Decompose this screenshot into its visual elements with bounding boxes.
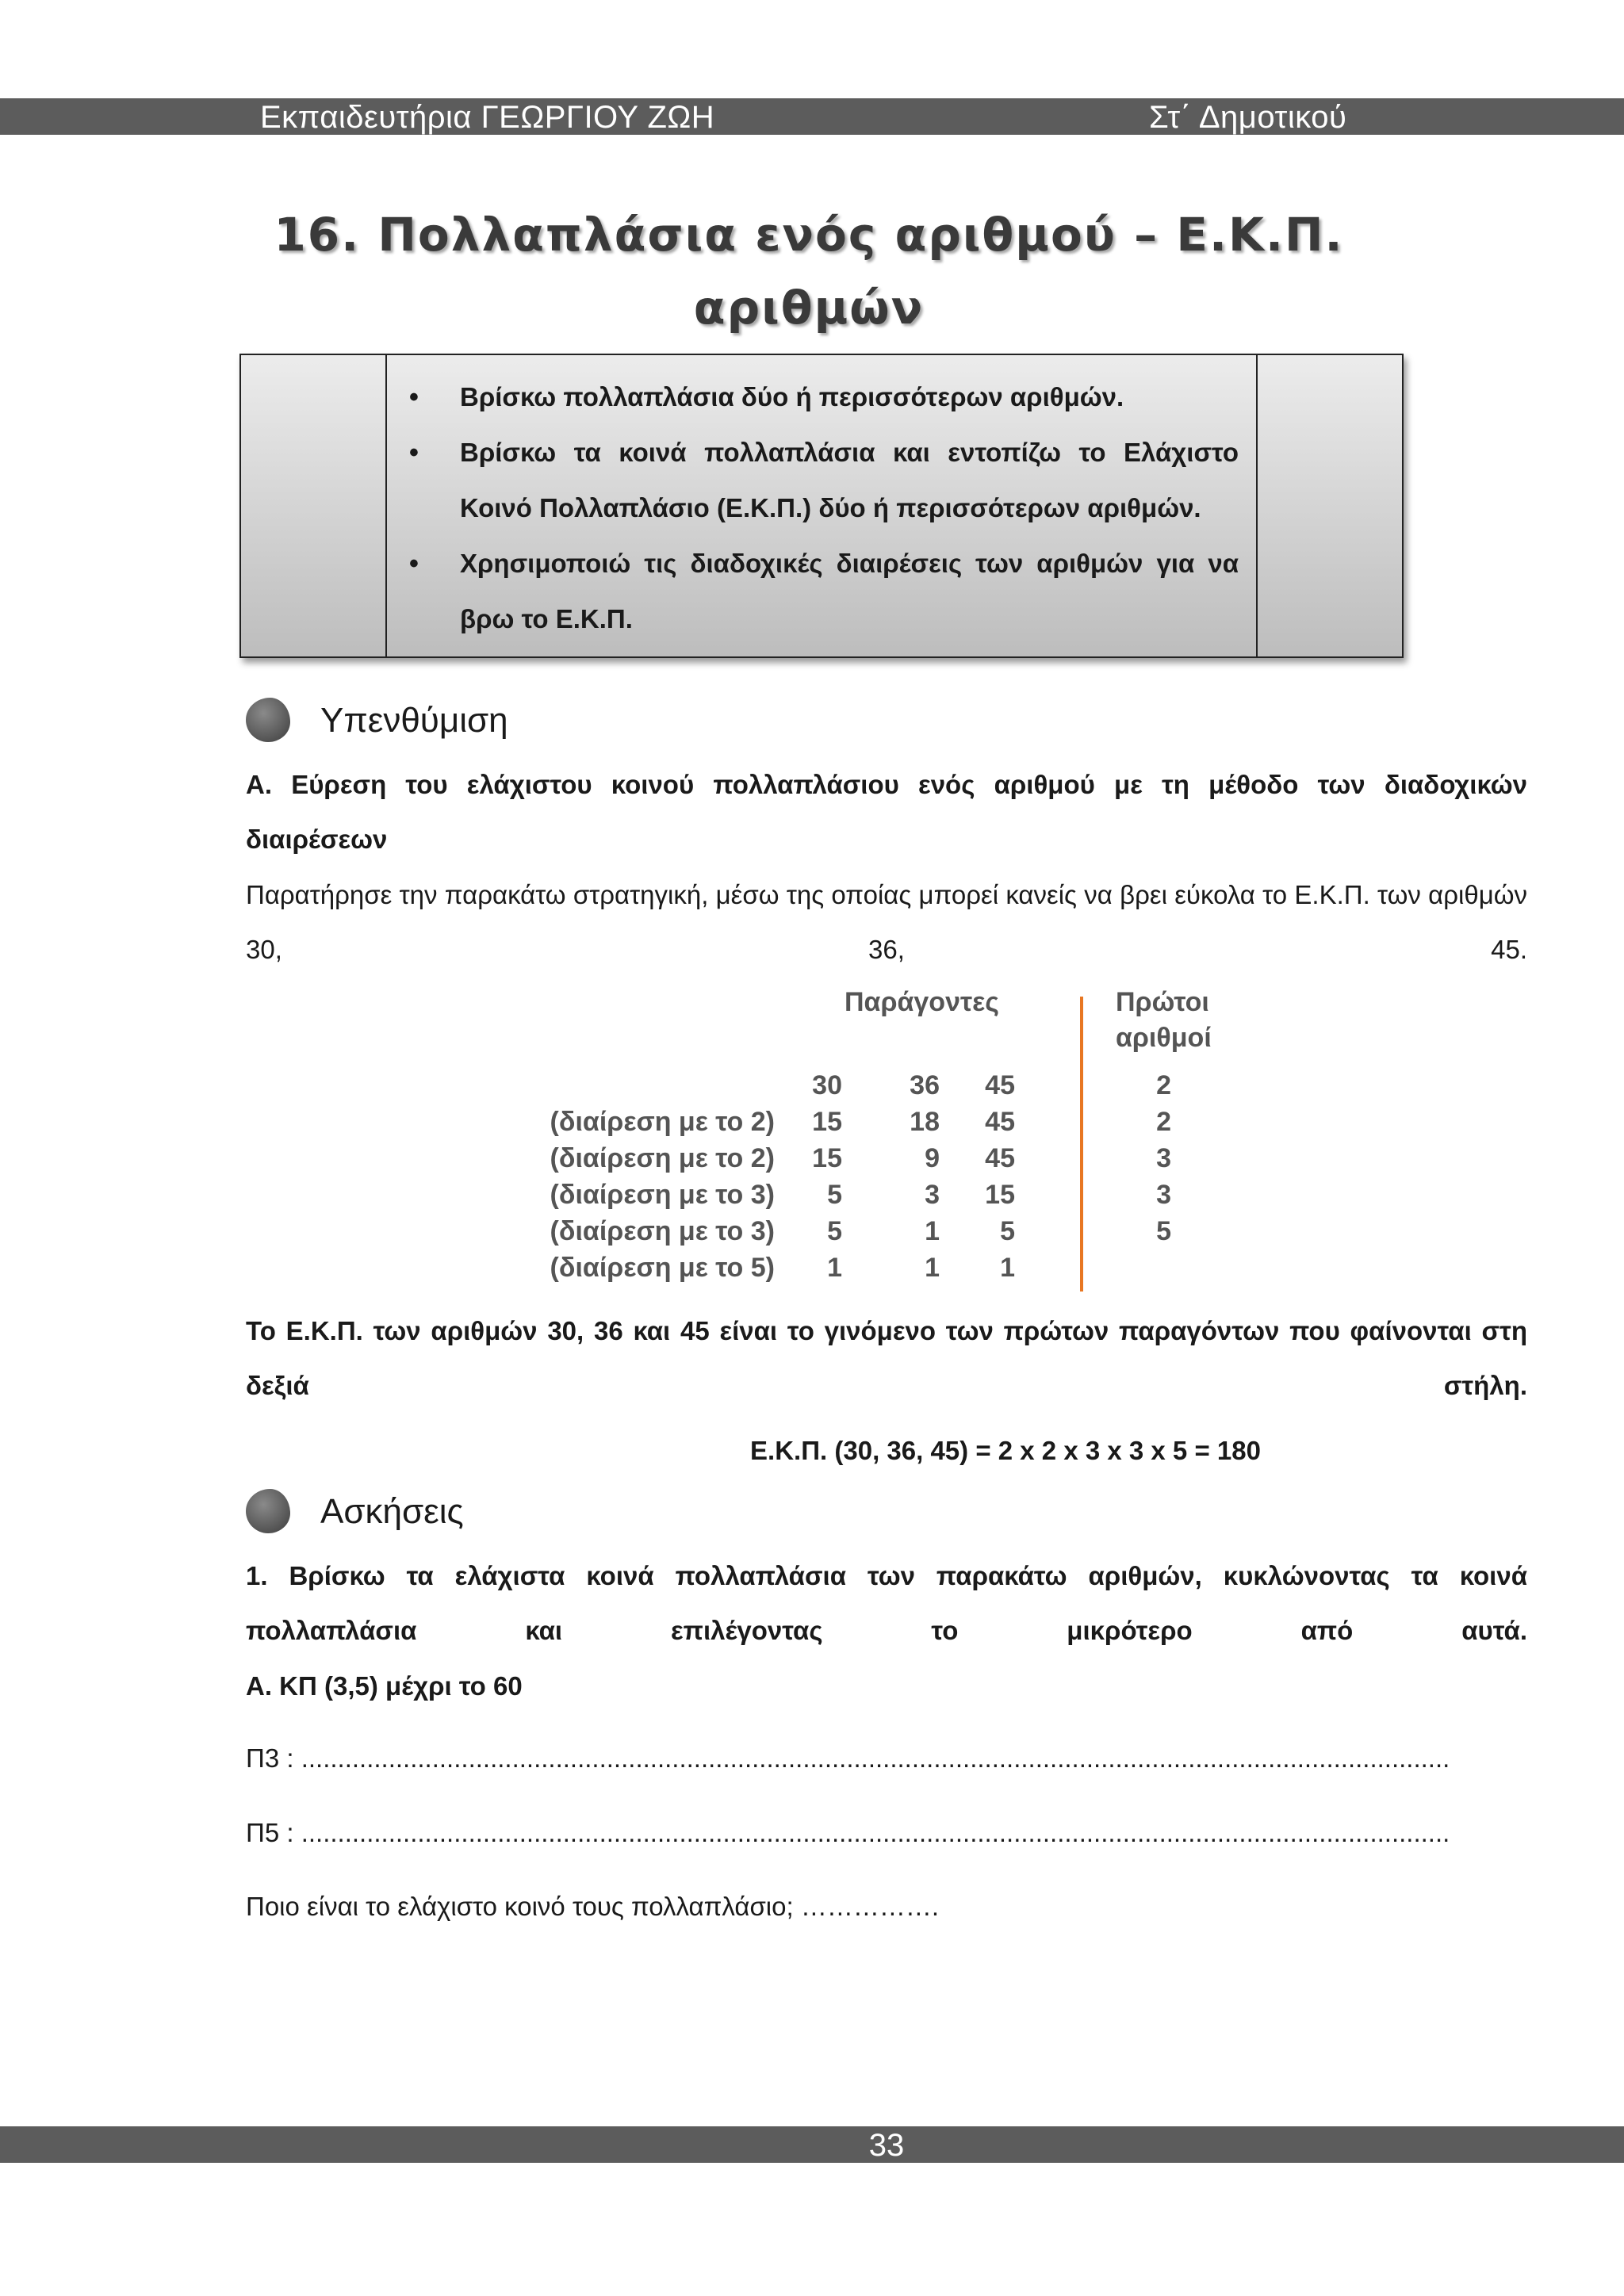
factor-cell: 3: [925, 1180, 940, 1210]
factor-cell: 1: [925, 1253, 940, 1283]
factors-header: Παράγοντες: [845, 987, 999, 1017]
goal-item: [409, 425, 1239, 536]
footer-bar: [0, 2126, 1624, 2163]
header-bar: [0, 98, 1624, 135]
factor-cell: 18: [910, 1107, 940, 1137]
header-grade: Στ΄ Δημοτικού: [1149, 100, 1347, 135]
primes-header-line2: αριθμοί: [1116, 1023, 1212, 1053]
factor-cell: 15: [985, 1180, 1015, 1210]
factor-cell: 9: [925, 1143, 940, 1173]
section-blob-icon: [246, 698, 290, 742]
factor-cell: 36: [910, 1070, 940, 1100]
primes-header-line1: Πρώτοι: [1116, 987, 1209, 1017]
goals-box-left-column: [241, 355, 387, 656]
page-number: 33: [868, 2128, 905, 2163]
learning-goals-box: [239, 354, 1404, 658]
lcm-question[interactable]: Ποιο είναι το ελάχιστο κοινό τους πολλαπλάσιο; …………….: [246, 1892, 940, 1921]
bullet-icon: •: [409, 382, 419, 412]
page-title-line1: 16. Πολλαπλάσια ενός αριθμού – Ε.Κ.Π.: [274, 208, 1344, 262]
goal-item: [409, 369, 1239, 425]
goal-text: Βρίσκω πολλαπλάσια δύο ή περισσότερων αριθμών.: [460, 382, 1124, 411]
bullet-icon: •: [409, 438, 419, 468]
division-step-label: (διαίρεση με το 3): [550, 1180, 775, 1210]
bullet-icon: •: [409, 549, 419, 579]
multiples-of-3-answer-line[interactable]: Π3 : ..............................................................................................................................................................: [246, 1743, 1450, 1773]
factor-cell: 45: [985, 1070, 1015, 1100]
factor-table: [539, 987, 1221, 1292]
conclusion-text: Το Ε.Κ.Π. των αριθμών 30, 36 και 45 είναι το γινόμενο των πρώτων παραγόντων που φαίνονται στη δεξιά στήλη.: [246, 1316, 1527, 1400]
factor-cell: 30: [812, 1070, 842, 1100]
division-step-label: (διαίρεση με το 2): [550, 1143, 775, 1173]
prime-factor-cell: 3: [1156, 1143, 1171, 1173]
factor-cell: 45: [985, 1143, 1015, 1173]
reminder-heading-text: Υπενθύμιση: [320, 701, 508, 740]
factor-cell: 5: [1000, 1216, 1015, 1246]
division-step-label: (διαίρεση με το 5): [550, 1253, 775, 1283]
goal-text: Χρησιμοποιώ τις διαδοχικές διαιρέσεις των αριθμών για να βρω το Ε.Κ.Π.: [460, 549, 1239, 633]
division-step-label: (διαίρεση με το 2): [550, 1107, 775, 1137]
exercise-1-prompt: 1. Βρίσκω τα ελάχιστα κοινά πολλαπλάσια των παρακάτω αριθμών, κυκλώνοντας τα κοινά πολλαπλάσια και επιλέγοντας το μικρότερο από αυτά.: [246, 1561, 1527, 1645]
factor-cell: 45: [985, 1107, 1015, 1137]
prime-factor-cell: 2: [1156, 1107, 1171, 1137]
goals-box-right-column: [1256, 355, 1402, 656]
reminder-intro: Παρατήρησε την παρακάτω στρατηγική, μέσω της οποίας μπορεί κανείς να βρει εύκολα το Ε.Κ.Π. των αριθμών 30, 36, 45.: [246, 880, 1527, 964]
goal-item: [409, 536, 1239, 647]
lcm-formula: Ε.Κ.Π. (30, 36, 45) = 2 x 2 x 3 x 3 x 5 = 180: [750, 1436, 1261, 1465]
prime-factor-cell: 2: [1156, 1070, 1171, 1100]
primes-divider-line: [1080, 997, 1083, 1292]
header-school-name: Εκπαιδευτήρια ΓΕΩΡΓΙΟΥ ΖΩΗ: [260, 100, 715, 135]
goal-text: Βρίσκω τα κοινά πολλαπλάσια και εντοπίζω το Ελάχιστο Κοινό Πολλαπλάσιο (Ε.Κ.Π.) δύο ή περισσότερων αριθμών.: [460, 438, 1239, 522]
factor-cell: 5: [827, 1180, 842, 1210]
prime-factor-cell: 5: [1156, 1216, 1171, 1246]
page-title-line2: αριθμών: [693, 281, 925, 335]
factor-cell: 1: [925, 1216, 940, 1246]
reminder-subheading: Α. Εύρεση του ελάχιστου κοινού πολλαπλάσιου ενός αριθμού με τη μέθοδο των διαδοχικών διαιρέσεων: [246, 770, 1527, 854]
division-step-label: (διαίρεση με το 3): [550, 1216, 775, 1246]
multiples-of-5-answer-line[interactable]: Π5 : ..............................................................................................................................................................: [246, 1818, 1450, 1847]
exercise-1-part-a: Α. ΚΠ (3,5) μέχρι το 60: [246, 1671, 523, 1701]
page-title: [238, 198, 1380, 344]
factor-cell: 1: [1000, 1253, 1015, 1283]
section-blob-icon: [246, 1489, 290, 1533]
factor-cell: 5: [827, 1216, 842, 1246]
factor-cell: 15: [812, 1143, 842, 1173]
factor-cell: 15: [812, 1107, 842, 1137]
factor-cell: 1: [827, 1253, 842, 1283]
prime-factor-cell: 3: [1156, 1180, 1171, 1210]
goals-list: [409, 369, 1239, 647]
exercises-heading-text: Ασκήσεις: [320, 1492, 464, 1531]
